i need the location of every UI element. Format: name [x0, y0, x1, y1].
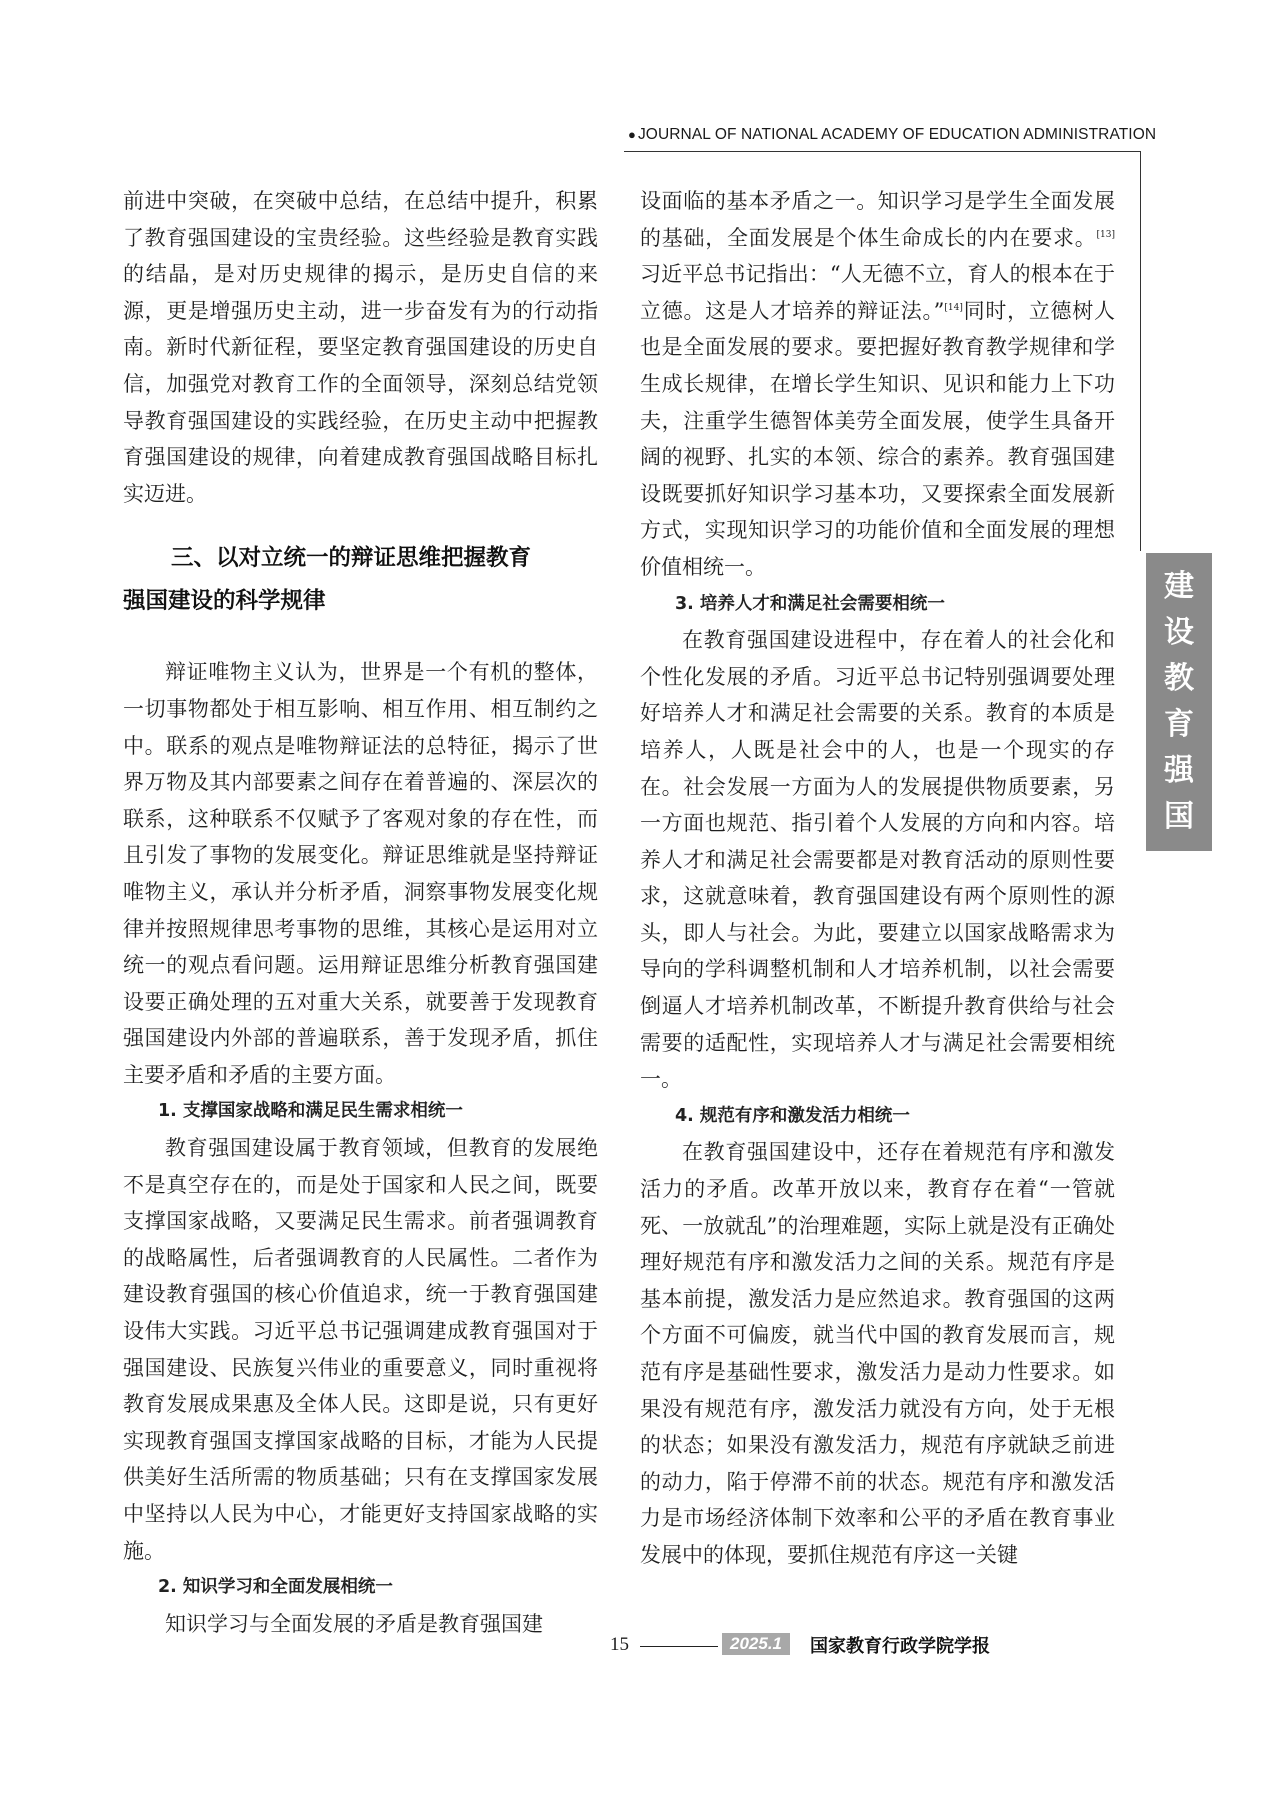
journal-english-title: JOURNAL OF NATIONAL ACADEMY OF EDUCATION ADMINISTRATION [637, 126, 1157, 143]
subheading: 2. 知识学习和全面发展相统一 [158, 1577, 393, 1598]
running-header [628, 126, 1156, 144]
page-footer [610, 1628, 1130, 1658]
side-tab-char: 强 [1164, 753, 1194, 788]
paragraph: 辩证唯物主义认为，世界是一个有机的整体，一切事物都处于相互影响、相互作用、相互制约之中。联系的观点是唯物辩证法的总特征，揭示了世界万物及其内部要素之间存在着普遍的、深层次的联系，这种联系不仅赋予了客观对象的存在性，而且引发了事物的发展变化。辩证思维就是坚持辩证唯物主义，承认并分析矛盾，洞察事物发展变化规律并按照规律思考事物的思维，其核心是运用对立统一的观点看问题。运用辩证思维分析教育强国建设要正确处理的五对重大关系，就要善于发现教育强国建设内外部的普遍联系，善于发现矛盾，抓住主要矛盾和矛盾的主要方面。 [123, 660, 598, 1087]
subheading: 3. 培养人才和满足社会需要相统一 [675, 593, 945, 614]
section-heading [123, 537, 598, 623]
text-run: 设面临的基本矛盾之一。知识学习是学生全面发展的基础，全面发展是个体生命成长的内在要求。 [640, 189, 1115, 250]
paragraph: 知识学习与全面发展的矛盾是教育强国建 [165, 1611, 543, 1636]
margin-rule [1140, 151, 1141, 551]
side-tab-char: 国 [1164, 799, 1194, 834]
paragraph [640, 183, 1115, 586]
side-tab-char: 教 [1164, 661, 1194, 696]
journal-chinese-title: 国家教育行政学院学报 [810, 1636, 990, 1657]
side-tab-char: 育 [1164, 707, 1194, 742]
left-column [123, 183, 598, 1642]
text-run: 习近平总书记指出：“人无德不立，育人的根本在于立德。这是人才培养的辩证法。” [640, 262, 1115, 323]
paragraph: 在教育强国建设中，还存在着规范有序和激发活力的矛盾。改革开放以来，教育存在着“一管就死、一放就乱”的治理难题，实际上就是没有正确处理好规范有序和激发活力之间的关系。规范有序是基本前提，激发活力是应然追求。教育强国的这两个方面不可偏废，就当代中国的教育发展而言，规范有序是基础性要求，激发活力是动力性要求。如果没有规范有序，激发活力就没有方向，处于无根的状态；如果没有激发活力，规范有序就缺乏前进的动力，陷于停滞不前的状态。规范有序和激发活力是市场经济体制下效率和公平的矛盾在教育事业发展中的体现，要抓住规范有序这一关键 [640, 1140, 1115, 1567]
paragraph: 前进中突破，在突破中总结，在总结中提升，积累了教育强国建设的宝贵经验。这些经验是教育实践的结晶，是对历史规律的揭示，是历史自信的来源，更是增强历史主动，进一步奋发有为的行动指南。新时代新征程，要坚定教育强国建设的历史自信，加强党对教育工作的全面领导，深刻总结党领导教育强国建设的实践经验，在历史主动中把握教育强国建设的规律，向着建成教育强国战略目标扎实迈进。 [123, 189, 598, 506]
subheading: 1. 支撑国家战略和满足民生需求相统一 [158, 1101, 463, 1122]
issue-badge: 2025.1 [722, 1633, 790, 1655]
right-column [640, 183, 1115, 1574]
footer-rule [640, 1646, 718, 1647]
text-run: 同时，立德树人也是全面发展的要求。要把握好教育教学规律和学生成长规律，在增长学生知识、见识和能力上下功夫，注重学生德智体美劳全面发展，使学生具备开阔的视野、扎实的本领、综合的素养。教育强国建设既要抓好知识学习基本功，又要探索全面发展新方式，实现知识学习的功能价值和全面发展的理想价值相统一。 [640, 298, 1115, 579]
paragraph: 教育强国建设属于教育领域，但教育的发展绝不是真空存在的，而是处于国家和人民之间，既要支撑国家战略，又要满足民生需求。前者强调教育的战略属性，后者强调教育的人民属性。二者作为建设教育强国的核心价值追求，统一于教育强国建设伟大实践。习近平总书记强调建成教育强国对于强国建设、民族复兴伟业的重要意义，同时重视将教育发展成果惠及全体人民。这即是说，只有更好实现教育强国支撑国家战略的目标，才能为人民提供美好生活所需的物质基础；只有在支撑国家发展中坚持以人民为中心，才能更好支持国家战略的实施。 [123, 1136, 598, 1563]
paragraph: 在教育强国建设进程中，存在着人的社会化和个性化发展的矛盾。习近平总书记特别强调要处理好培养人才和满足社会需要的关系。教育的本质是培养人，人既是社会中的人，也是一个现实的存在。社会发展一方面为人的发展提供物质要素，另一方面也规范、指引着个人发展的方向和内容。培养人才和满足社会需要都是对教育活动的原则性要求，这就意味着，教育强国建设有两个原则性的源头，即人与社会。为此，要建立以国家战略需求为导向的学科调整机制和人才培养机制，以社会需要倒逼人才培养机制改革，不断提升教育供给与社会需要的适配性，实现培养人才与满足社会需要相统一。 [640, 628, 1115, 1092]
side-tab-char: 建 [1164, 569, 1194, 604]
header-rule [624, 151, 1140, 152]
side-tab-char: 设 [1164, 615, 1194, 650]
page-number: 15 [610, 1634, 629, 1655]
bullet-icon: ● [628, 127, 636, 142]
citation-ref: [13] [1096, 229, 1115, 240]
section-side-tab [1146, 553, 1212, 851]
citation-ref: [14] [944, 302, 963, 313]
subheading: 4. 规范有序和激发活力相统一 [675, 1105, 910, 1126]
section-heading-line-2: 强国建设的科学规律 [123, 588, 326, 615]
section-heading-line-1: 三、以对立统一的辩证思维把握教育 [171, 545, 532, 572]
